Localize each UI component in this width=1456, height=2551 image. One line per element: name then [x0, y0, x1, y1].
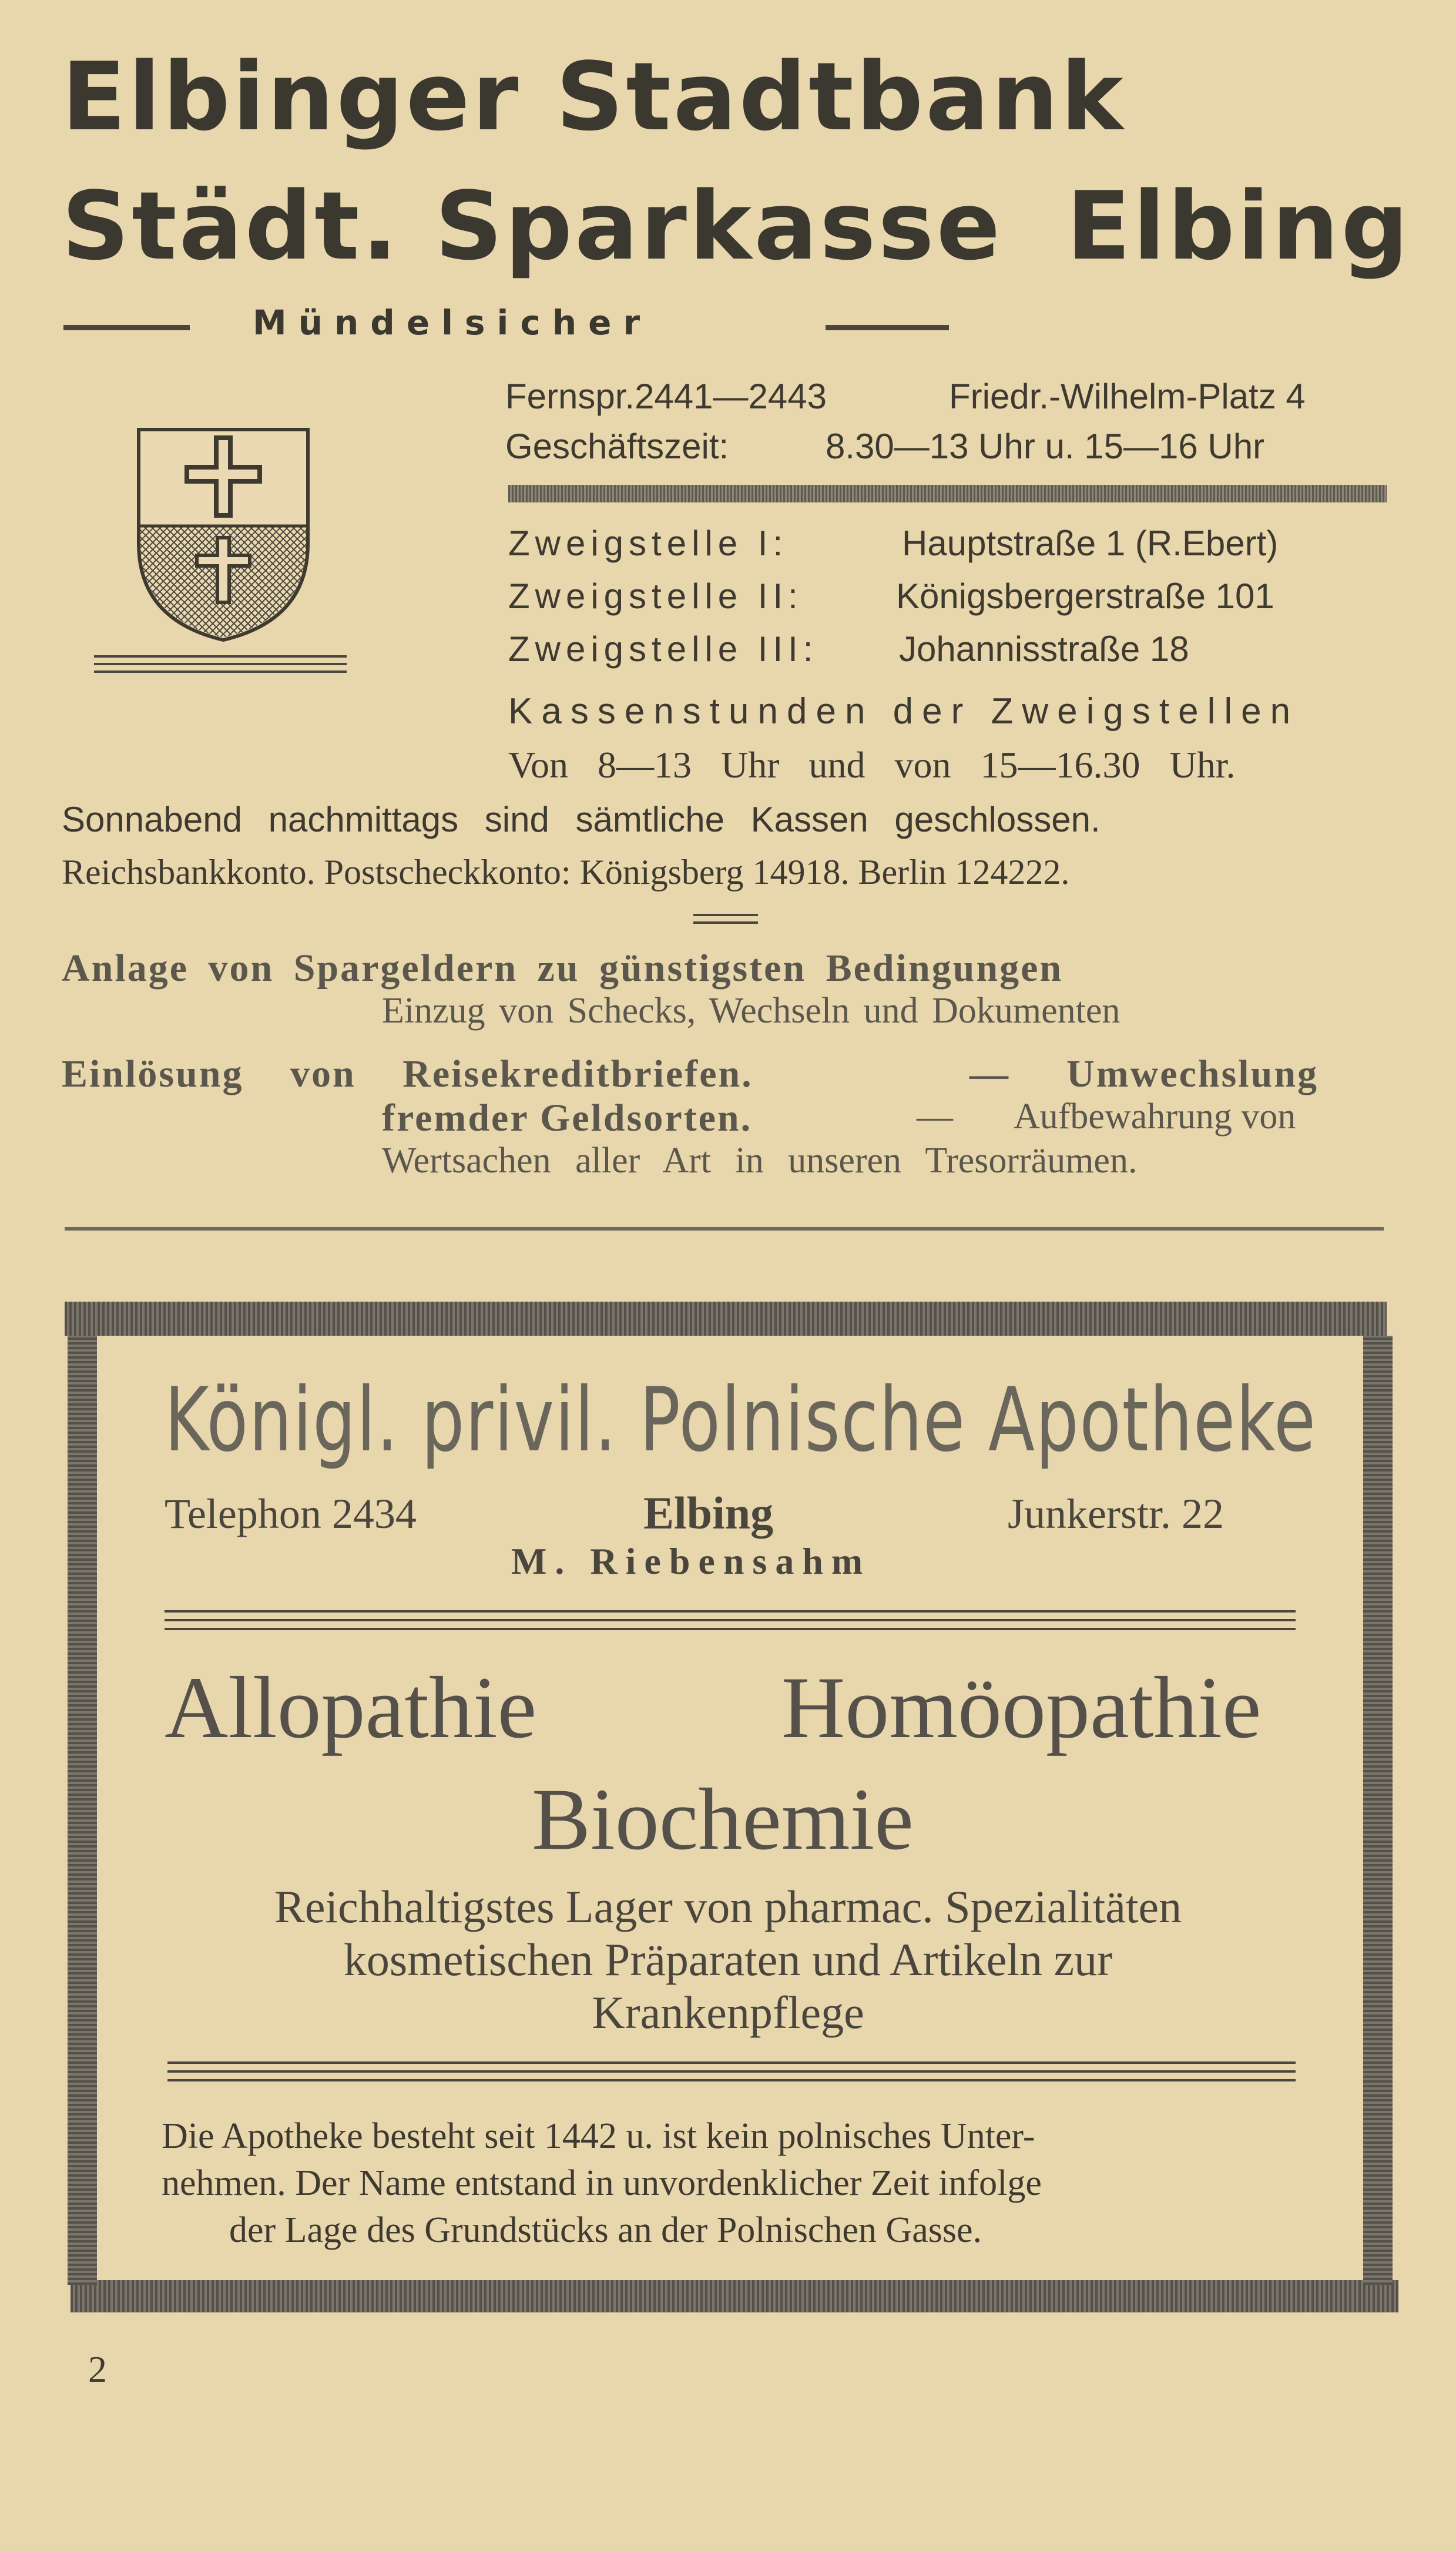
accounts-rule-1: [693, 914, 758, 916]
services-2-bold-a: Einlösung von Reisekreditbriefen.: [62, 1052, 753, 1095]
saturday-note: Sonnabend nachmittags sind sämtliche Kassen geschlossen.: [62, 800, 1101, 839]
frame-left: [68, 1336, 97, 2285]
frame-right: [1363, 1336, 1393, 2285]
bank-address: Friedr.-Wilhelm-Platz 4: [949, 377, 1306, 416]
frame-bottom: [71, 2280, 1398, 2312]
bank-subtitle: Mündelsicher: [253, 303, 652, 343]
branch-hours-times: Von 8—13 Uhr und von 15—16.30 Uhr.: [508, 744, 1236, 786]
branch-hours-title: Kassenstunden der Zweigstellen: [508, 691, 1300, 732]
bank-hours-label: Geschäftszeit:: [505, 427, 729, 466]
stock-line-1: Reichhaltigstes Lager von pharmac. Spezialitäten: [274, 1881, 1182, 1932]
branch-2-address: Königsbergerstraße 101: [896, 576, 1274, 616]
subtitle-rule-left: [63, 325, 190, 330]
note-line-2: nehmen. Der Name entstand in unvordenklicher Zeit infolge: [162, 2163, 1042, 2203]
services-1-bold: Anlage von Spargeldern zu günstigsten Bedingungen: [62, 947, 1064, 990]
services-2-bold-c: fremder Geldsorten.: [382, 1097, 753, 1139]
bank-accounts: Reichsbankkonto. Postscheckkonto: Königsberg 14918. Berlin 124222.: [62, 853, 1070, 891]
note-line-3: der Lage des Grundstücks an der Polnischen Gasse.: [229, 2210, 982, 2250]
services-2-normal-b: Wertsachen aller Art in unseren Tresorräumen.: [382, 1141, 1138, 1181]
stock-rule-1: [167, 2061, 1296, 2064]
hours-divider-bar: [508, 485, 1387, 502]
arms-rule-1: [94, 655, 347, 658]
owner-rule-2: [165, 1619, 1296, 1621]
bank-title-line1: Elbinger Stadtbank: [62, 42, 1126, 152]
note-line-1: Die Apotheke besteht seit 1442 u. ist kein polnisches Unter-: [162, 2116, 1035, 2156]
page-number: 2: [88, 2348, 107, 2390]
owner-rule-3: [165, 1628, 1296, 1630]
stock-line-3: Krankenpflege: [592, 1987, 864, 2038]
services-1-normal: Einzug von Schecks, Wechseln und Dokumenten: [382, 991, 1120, 1031]
pharmacy-city: Elbing: [643, 1487, 774, 1538]
frame-top: [65, 1302, 1387, 1336]
subtitle-rule-right: [826, 325, 949, 330]
pharmacy-title: Königl. privil. Polnische Apotheke: [165, 1369, 1317, 1471]
accounts-rule-2: [693, 921, 758, 924]
branch-3-label: Zweigstelle III:: [508, 629, 818, 669]
branch-2-label: Zweigstelle II:: [508, 576, 803, 616]
spec-allopathie: Allopathie: [165, 1659, 537, 1756]
pharmacy-owner: M. Riebensahm: [511, 1540, 871, 1582]
pharmacy-street: Junkerstr. 22: [1008, 1490, 1224, 1537]
services-2-dash-1: —: [969, 1052, 1008, 1095]
branch-3-address: Johannisstraße 18: [899, 629, 1189, 669]
spec-homoeopathie: Homöopathie: [781, 1659, 1262, 1756]
stock-rule-3: [167, 2079, 1296, 2081]
owner-rule-1: [165, 1610, 1296, 1613]
elbing-coat-of-arms-icon: [135, 426, 311, 646]
section-divider: [65, 1227, 1384, 1231]
stock-rule-2: [167, 2070, 1296, 2073]
arms-rule-3: [94, 671, 347, 673]
branch-1-label: Zweigstelle I:: [508, 524, 789, 563]
bank-phone: Fernspr.2441—2443: [505, 377, 827, 416]
arms-rule-2: [94, 663, 347, 665]
branch-1-address: Hauptstraße 1 (R.Ebert): [902, 524, 1279, 563]
stock-line-2: kosmetischen Präparaten und Artikeln zur: [343, 1934, 1113, 1985]
bank-hours-value: 8.30—13 Uhr u. 15—16 Uhr: [826, 427, 1265, 466]
services-2-bold-b: Umwechslung: [1066, 1052, 1319, 1095]
bank-title-line2-right: Elbing: [1066, 171, 1411, 281]
spec-biochemie: Biochemie: [532, 1771, 914, 1868]
services-2-normal-a: Aufbewahrung von: [1014, 1097, 1296, 1137]
bank-title-line2-left: Städt. Sparkasse: [62, 171, 1003, 281]
services-2-dash-2: —: [917, 1097, 953, 1137]
pharmacy-phone: Telephon 2434: [165, 1490, 417, 1537]
